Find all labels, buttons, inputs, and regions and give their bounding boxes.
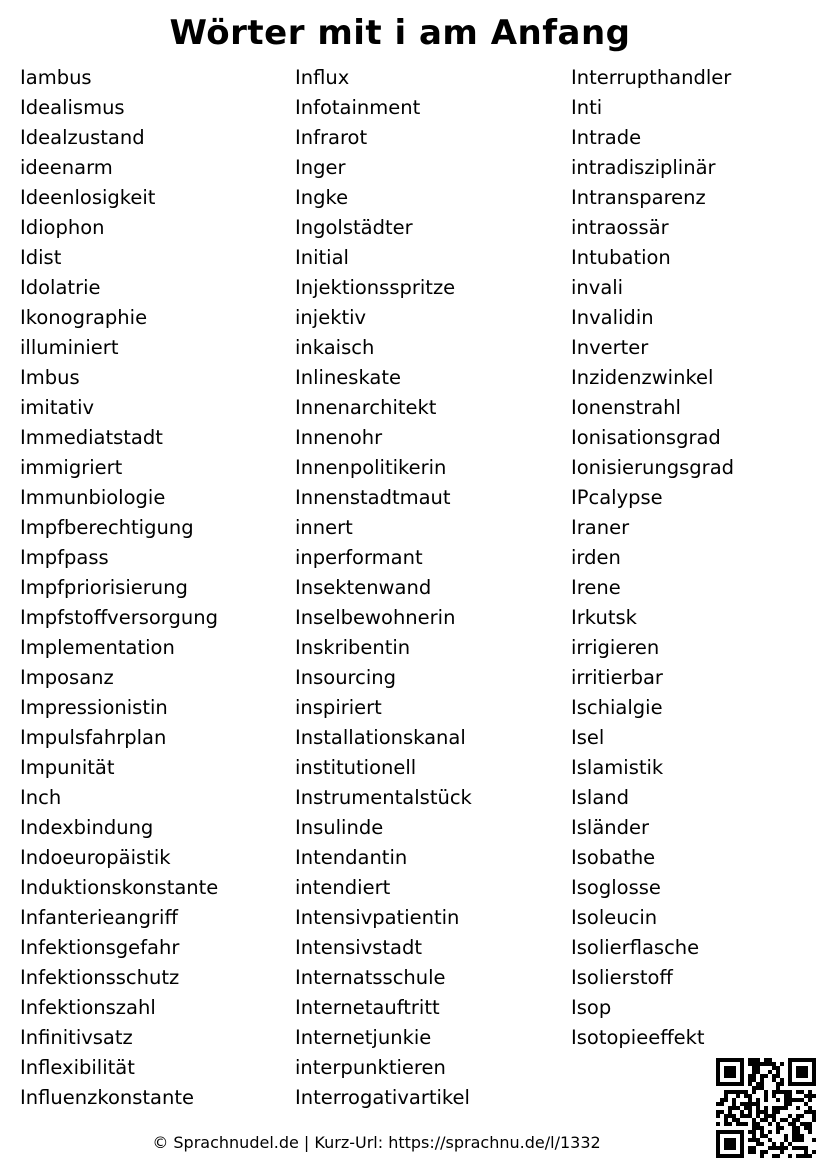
word-item: Insektenwand <box>295 576 432 599</box>
word-item: Innenohr <box>295 426 383 449</box>
word-item: Isolierflasche <box>571 936 700 959</box>
word-item: Immunbiologie <box>20 486 166 509</box>
word-item: Isotopieeffekt <box>571 1026 705 1049</box>
word-item: Implementation <box>20 636 175 659</box>
word-item: invali <box>571 276 624 299</box>
word-item: ideenarm <box>20 156 113 179</box>
word-item: innert <box>295 516 353 539</box>
word-item: intendiert <box>295 876 391 899</box>
word-item: Impunität <box>20 756 115 779</box>
word-item: Infinitivsatz <box>20 1026 133 1049</box>
word-item: Impulsfahrplan <box>20 726 167 749</box>
word-item: Inverter <box>571 336 649 359</box>
word-item: Intubation <box>571 246 671 269</box>
word-item: Innenarchitekt <box>295 396 437 419</box>
word-column-3 <box>571 63 734 1053</box>
word-item: Invalidin <box>571 306 654 329</box>
word-item: Idolatrie <box>20 276 101 299</box>
word-item: Internetjunkie <box>295 1026 432 1049</box>
word-item: Isoleucin <box>571 906 658 929</box>
word-item: Interrupthandler <box>571 66 732 89</box>
word-item: Impfstoffversorgung <box>20 606 218 629</box>
word-item: inspiriert <box>295 696 382 719</box>
word-item: Initial <box>295 246 349 269</box>
word-item: inperformant <box>295 546 423 569</box>
word-item: Immediatstadt <box>20 426 163 449</box>
word-item: Ionisationsgrad <box>571 426 721 449</box>
word-item: Ingolstädter <box>295 216 413 239</box>
word-item: Inzidenzwinkel <box>571 366 714 389</box>
word-item: Islamistik <box>571 756 664 779</box>
word-item: Injektionsspritze <box>295 276 456 299</box>
word-item: illuminiert <box>20 336 119 359</box>
word-item: Inti <box>571 96 603 119</box>
word-item: Influenzkonstante <box>20 1086 194 1109</box>
word-item: Insourcing <box>295 666 397 689</box>
word-item: Imposanz <box>20 666 114 689</box>
word-item: Installationskanal <box>295 726 466 749</box>
word-column-2 <box>295 63 472 1113</box>
word-item: Isländer <box>571 816 650 839</box>
word-item: Infektionsschutz <box>20 966 180 989</box>
word-item: Intrade <box>571 126 642 149</box>
word-item: Intensivpatientin <box>295 906 460 929</box>
word-item: Infotainment <box>295 96 421 119</box>
word-item: Ideenlosigkeit <box>20 186 156 209</box>
word-item: Infektionszahl <box>20 996 156 1019</box>
word-item: intradisziplinär <box>571 156 716 179</box>
word-item: inkaisch <box>295 336 375 359</box>
word-item: Imbus <box>20 366 80 389</box>
word-item: Instrumentalstück <box>295 786 472 809</box>
word-item: Iambus <box>20 66 92 89</box>
word-item: Iraner <box>571 516 630 539</box>
word-item: imitativ <box>20 396 95 419</box>
word-item: Indexbindung <box>20 816 154 839</box>
word-item: Idist <box>20 246 62 269</box>
word-item: Ingke <box>295 186 349 209</box>
word-item: Isobathe <box>571 846 656 869</box>
word-item: Intensivstadt <box>295 936 423 959</box>
word-item: interpunktieren <box>295 1056 446 1079</box>
word-item: Ionisierungsgrad <box>571 456 735 479</box>
word-item: Inch <box>20 786 62 809</box>
word-item: Internatsschule <box>295 966 446 989</box>
word-item: Intendantin <box>295 846 408 869</box>
word-item: Innenpolitikerin <box>295 456 447 479</box>
word-item: Ikonographie <box>20 306 148 329</box>
footer-credit: © Sprachnudel.de | Kurz-Url: https://sprachnu.de/l/1332 <box>152 1133 601 1152</box>
word-item: Infanterieangriff <box>20 906 178 929</box>
word-item: Intransparenz <box>571 186 706 209</box>
word-item: Isel <box>571 726 605 749</box>
word-item: Innenstadtmaut <box>295 486 451 509</box>
word-item: Island <box>571 786 630 809</box>
word-item: Interrogativartikel <box>295 1086 470 1109</box>
word-item: Induktionskonstante <box>20 876 219 899</box>
word-item: Idealzustand <box>20 126 145 149</box>
word-item: Isoglosse <box>571 876 661 899</box>
word-item: Idiophon <box>20 216 105 239</box>
word-item: Impfberechtigung <box>20 516 194 539</box>
word-item: IPcalypse <box>571 486 663 509</box>
word-item: Inselbewohnerin <box>295 606 456 629</box>
word-item: intraossär <box>571 216 669 239</box>
word-item: Irkutsk <box>571 606 637 629</box>
word-item: immigriert <box>20 456 123 479</box>
word-item: Infektionsgefahr <box>20 936 180 959</box>
word-item: Ionenstrahl <box>571 396 681 419</box>
word-item: Insulinde <box>295 816 384 839</box>
word-item: institutionell <box>295 756 417 779</box>
word-item: Impressionistin <box>20 696 168 719</box>
word-item: Impfpass <box>20 546 109 569</box>
word-item: Impfpriorisierung <box>20 576 188 599</box>
word-item: Idealismus <box>20 96 125 119</box>
word-item: irrigieren <box>571 636 660 659</box>
word-item: Ischialgie <box>571 696 663 719</box>
word-item: Isop <box>571 996 612 1019</box>
word-item: Internetauftritt <box>295 996 440 1019</box>
page-title: Wörter mit i am Anfang <box>169 13 631 53</box>
word-item: Infrarot <box>295 126 368 149</box>
word-column-1 <box>20 63 218 1113</box>
word-item: Inger <box>295 156 346 179</box>
word-item: Inskribentin <box>295 636 411 659</box>
word-item: irritierbar <box>571 666 663 689</box>
word-item: Influx <box>295 66 350 89</box>
word-item: irden <box>571 546 621 569</box>
word-item: Indoeuropäistik <box>20 846 171 869</box>
word-item: Inlineskate <box>295 366 402 389</box>
word-item: Isolierstoff <box>571 966 673 989</box>
word-item: Irene <box>571 576 621 599</box>
word-item: injektiv <box>295 306 367 329</box>
word-item: Inflexibilität <box>20 1056 135 1079</box>
